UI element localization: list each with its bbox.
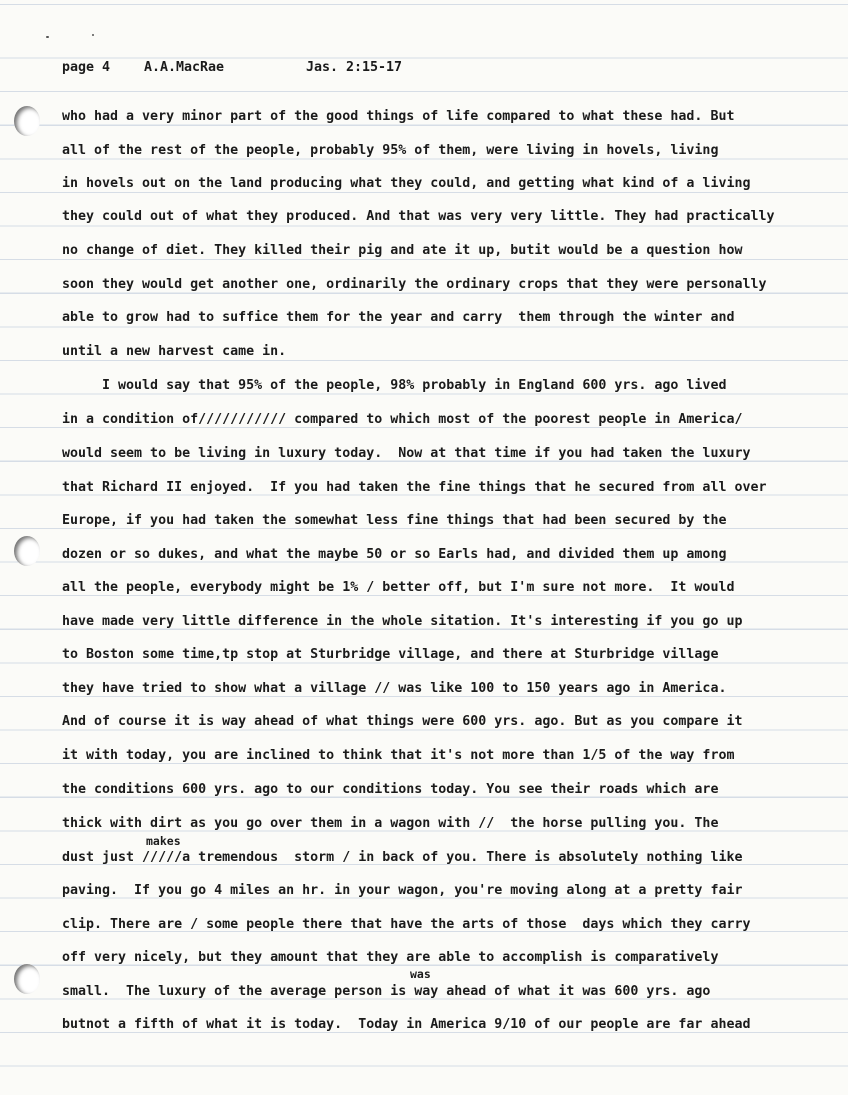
text-line: they have tried to show what a village // was like 100 to 150 years ago in America. (62, 681, 727, 696)
text-line: all the people, everybody might be 1% / better off, but I'm sure not more. It would (62, 580, 735, 595)
text-line: soon they would get another one, ordinarily the ordinary crops that they were personally (62, 277, 767, 292)
text-line: they could out of what they produced. And that was very very little. They had practically (62, 209, 775, 224)
text-line: would seem to be living in luxury today. Now at that time if you had taken the luxury (62, 446, 751, 461)
text-line: it with today, you are inclined to think that it's not more than 1/5 of the way from (62, 748, 735, 763)
text-line: paving. If you go 4 miles an hr. in your wagon, you're moving along at a pretty fair (62, 883, 743, 898)
text-line: And of course it is way ahead of what things were 600 yrs. ago. But as you compare it (62, 714, 743, 729)
text-line: I would say that 95% of the people, 98% probably in England 600 yrs. ago lived (62, 378, 727, 393)
paper-speck (92, 34, 94, 36)
text-line: thick with dirt as you go over them in a wagon with // the horse pulling you. The (62, 816, 719, 831)
paper-speck (46, 36, 49, 38)
text-line: dozen or so dukes, and what the maybe 50 or so Earls had, and divided them up among (62, 547, 727, 562)
binder-hole-bottom (14, 964, 40, 994)
scripture-reference: Jas. 2:15-17 (306, 60, 403, 75)
author-name: A.A.MacRae (144, 60, 225, 75)
text-line: able to grow had to suffice them for the year and carry them through the winter and (62, 310, 735, 325)
text-line: who had a very minor part of the good things of life compared to what these had. But (62, 109, 735, 124)
page-number: page 4 (62, 60, 111, 75)
text-line: in a condition of/////////// compared to which most of the poorest people in America/ (62, 412, 743, 427)
binder-hole-middle (14, 536, 40, 566)
text-line: until a new harvest came in. (62, 344, 287, 359)
text-line: have made very little difference in the whole sitation. It's interesting if you go up (62, 614, 743, 629)
text-line: in hovels out on the land producing what they could, and getting what kind of a living (62, 176, 751, 191)
text-line: butnot a fifth of what it is today. Today in America 9/10 of our people are far ahead (62, 1017, 751, 1032)
page-header (62, 60, 403, 80)
text-line: the conditions 600 yrs. ago to our conditions today. You see their roads which are (62, 782, 719, 797)
text-line: clip. There are / some people there that have the arts of those days which they carry (62, 917, 751, 932)
handwritten-insert-was: was (410, 967, 431, 981)
text-line: small. The luxury of the average person is way ahead of what it was 600 yrs. ago (62, 984, 711, 999)
handwritten-insert-makes: makes (146, 834, 181, 848)
text-line: to Boston some time,tp stop at Sturbridge village, and there at Sturbridge village (62, 647, 719, 662)
text-line: that Richard II enjoyed. If you had taken the fine things that he secured from all over (62, 480, 767, 495)
text-line: off very nicely, but they amount that they are able to accomplish is comparatively (62, 950, 719, 965)
text-line: dust just /////a tremendous storm / in back of you. There is absolutely nothing like (62, 850, 743, 865)
text-line: all of the rest of the people, probably 95% of them, were living in hovels, living (62, 143, 719, 158)
binder-hole-top (14, 106, 40, 136)
text-line: Europe, if you had taken the somewhat less fine things that had been secured by the (62, 513, 727, 528)
text-line: no change of diet. They killed their pig and ate it up, butit would be a question how (62, 243, 743, 258)
